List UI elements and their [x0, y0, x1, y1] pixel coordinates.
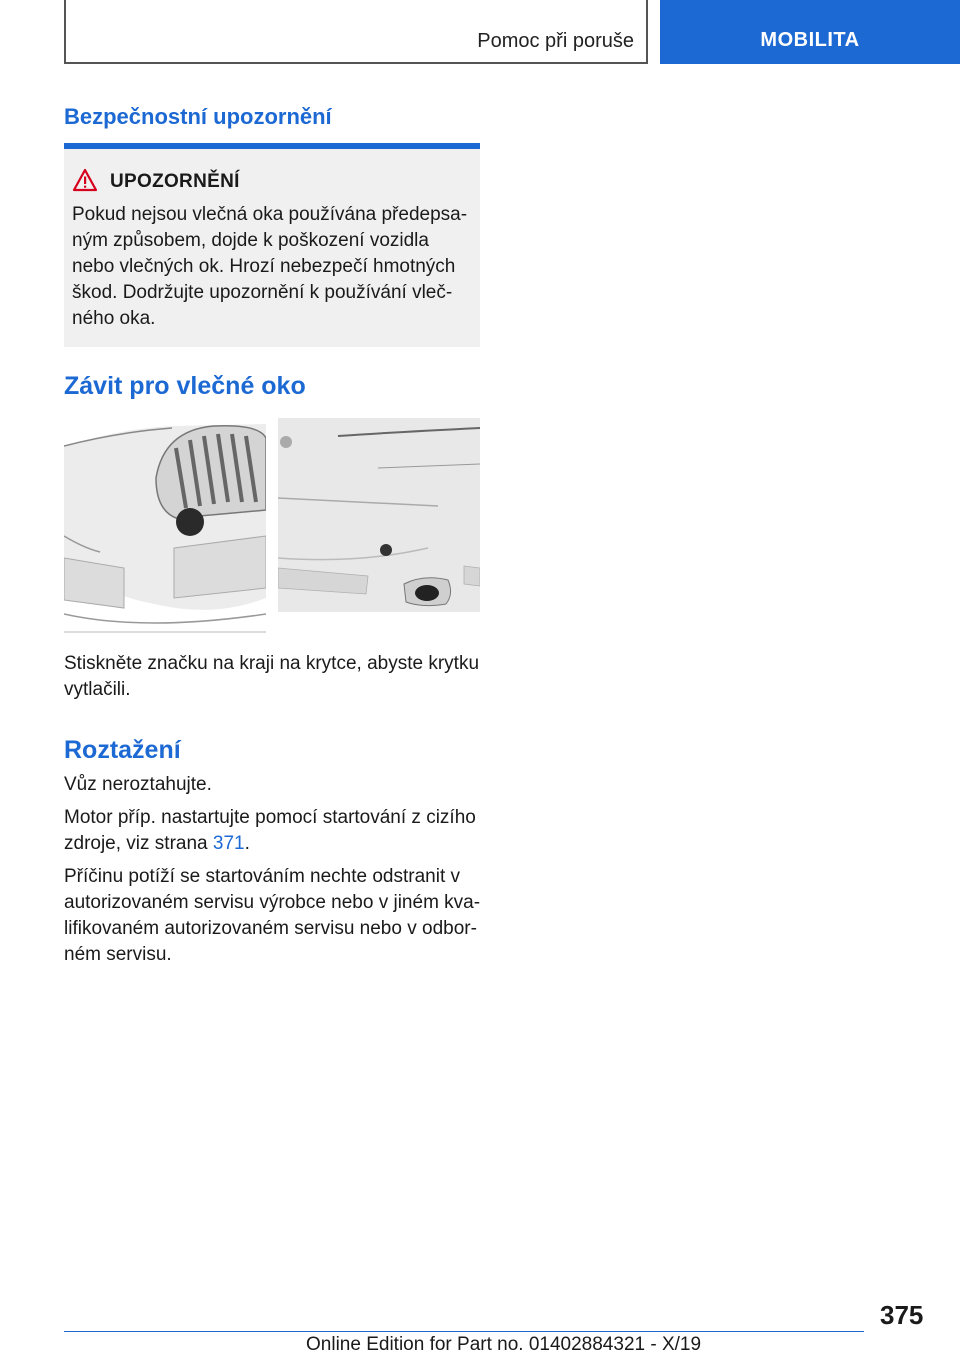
towing-para-2: [64, 805, 480, 857]
page-number: 375: [880, 1300, 924, 1330]
towing-heading: Roztažení: [64, 736, 181, 764]
para-line: Motor příp. nastartujte pomocí startování z cizího: [64, 807, 476, 828]
warning-line: Pokud nejsou vlečná oka používána předepsa-: [72, 204, 468, 225]
para-line: autorizovaném servisu výrobce nebo v jiném kva-: [64, 892, 481, 913]
thread-caption: [64, 651, 480, 703]
towing-para-1: Vůz neroztahujte.: [64, 774, 212, 795]
caption-line: Stiskněte značku na kraji na krytce, abyste krytku: [64, 653, 480, 674]
warning-line: nebo vlečných ok. Hrozí nebezpečí hmotných: [72, 256, 456, 277]
warning-line: škod. Dodržujte upozornění k používání vleč-: [72, 282, 453, 303]
caption-line: vytlačili.: [64, 679, 131, 700]
warning-title: UPOZORNĚNÍ: [110, 171, 240, 192]
para-line: Příčinu potíží se startováním nechte odstranit v: [64, 866, 461, 887]
para-line: lifikovaném autorizovaném servisu nebo v odbor-: [64, 918, 477, 939]
para-line-text: zdroje, viz strana: [64, 833, 213, 854]
rear-bumper-image: [278, 418, 480, 612]
chapter-label: MOBILITA: [760, 28, 860, 51]
warning-line: ného oka.: [72, 308, 156, 329]
header-frame: [64, 0, 648, 64]
thread-heading: Závit pro vlečné oko: [64, 372, 306, 400]
para-line: ném servisu.: [64, 944, 172, 965]
chapter-tab: [660, 0, 960, 64]
towing-para-3: [64, 864, 480, 968]
para-line: [64, 831, 480, 857]
para-line-end: .: [244, 833, 250, 854]
footer-rule: [64, 1331, 864, 1332]
warning-text: [72, 202, 472, 332]
safety-heading: Bezpečnostní upozornění: [64, 104, 332, 129]
section-title: Pomoc při poruše: [477, 30, 634, 52]
warning-triangle-icon: [72, 168, 98, 192]
page-reference-link[interactable]: 371: [212, 833, 245, 854]
warning-line: ným způsobem, dojde k poškození vozidla: [72, 230, 429, 251]
front-bumper-image: [64, 418, 266, 634]
edition-text: Online Edition for Part no. 01402884321 - X/19: [306, 1334, 702, 1355]
